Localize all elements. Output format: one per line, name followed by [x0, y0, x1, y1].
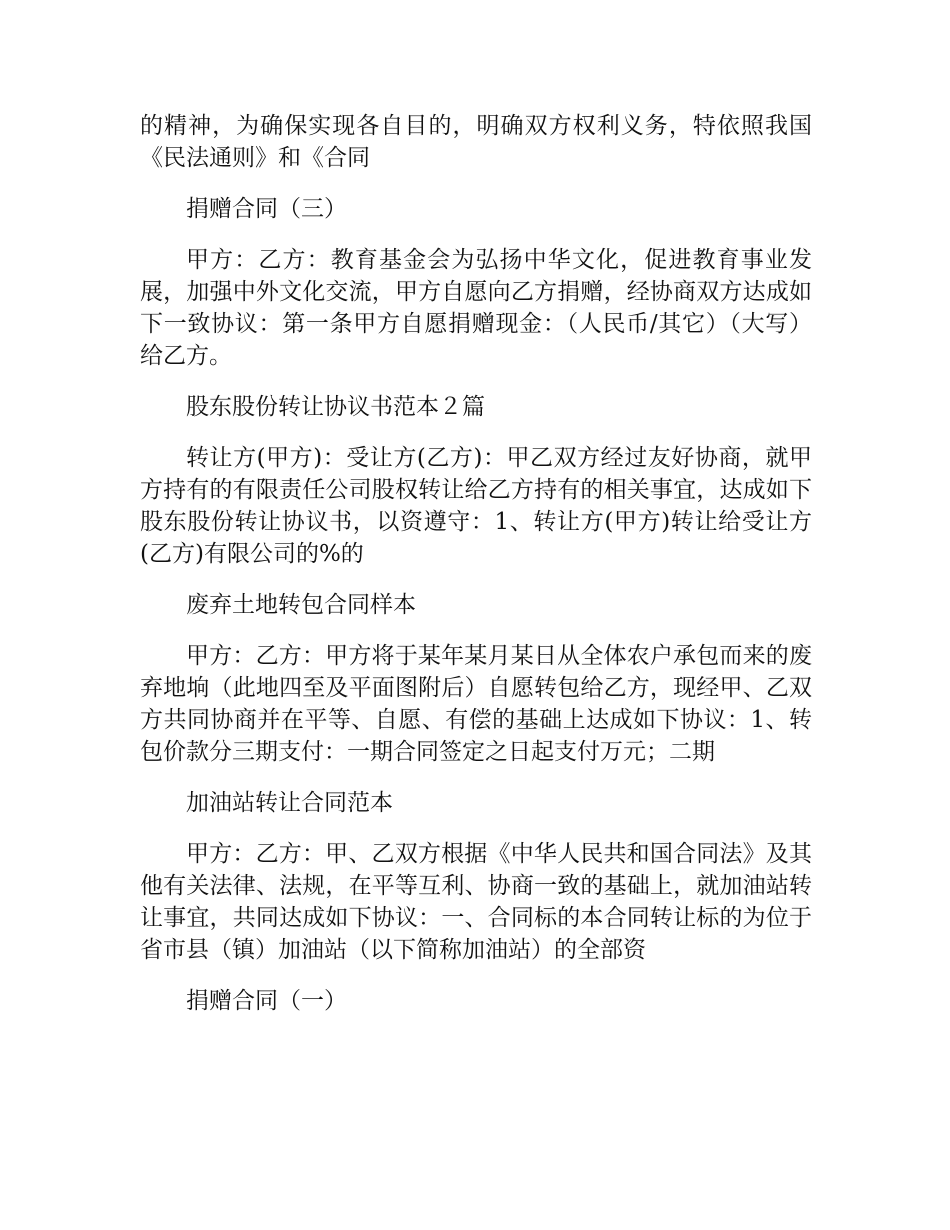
- section-heading-share-transfer: 股东股份转让协议书范本２篇: [186, 394, 485, 420]
- section-heading-donation-3: 捐赠合同（三）: [186, 196, 347, 222]
- paragraph-gas-station-transfer: 甲方：乙方：甲、乙双方根据《中华人民共和国合同法》及其他有关法律、法规，在平等互利、协商一致的基础上，就加油站转让事宜，共同达成如下协议：一、合同标的本合同转让标的为位于省市县（镇）加油站（以下简称加油站）的全部资: [140, 841, 812, 963]
- section-heading-donation-1: 捐赠合同（一）: [186, 988, 347, 1014]
- continuation-paragraph: 的精神，为确保实现各自目的，明确双方权利义务，特依照我国《民法通则》和《合同: [140, 113, 812, 171]
- section-heading-land-subcontract: 废弃土地转包合同样本: [186, 592, 416, 618]
- section-heading-gas-station-transfer: 加油站转让合同范本: [186, 790, 393, 816]
- paragraph-share-transfer: 转让方(甲方)：受让方(乙方)：甲乙双方经过友好协商，就甲方持有的有限责任公司股权转让给乙方持有的相关事宜，达成如下股东股份转让协议书，以资遵守：1、转让方(甲方)转让给受让方(乙方)有限公司的%的: [140, 445, 812, 567]
- paragraph-donation-3: 甲方：乙方：教育基金会为弘扬中华文化，促进教育事业发展，加强中外文化交流，甲方自愿向乙方捐赠，经协商双方达成如下一致协议：第一条甲方自愿捐赠现金：（人民币/其它）（大写）给乙方。: [140, 247, 812, 369]
- paragraph-land-subcontract: 甲方：乙方：甲方将于某年某月某日从全体农户承包而来的废弃地垧（此地四至及平面图附后）自愿转包给乙方，现经甲、乙双方共同协商并在平等、自愿、有偿的基础上达成如下协议：1、转包价款分三期支付：一期合同签定之日起支付万元；二期: [140, 643, 812, 765]
- document-body: [140, 110, 812, 1036]
